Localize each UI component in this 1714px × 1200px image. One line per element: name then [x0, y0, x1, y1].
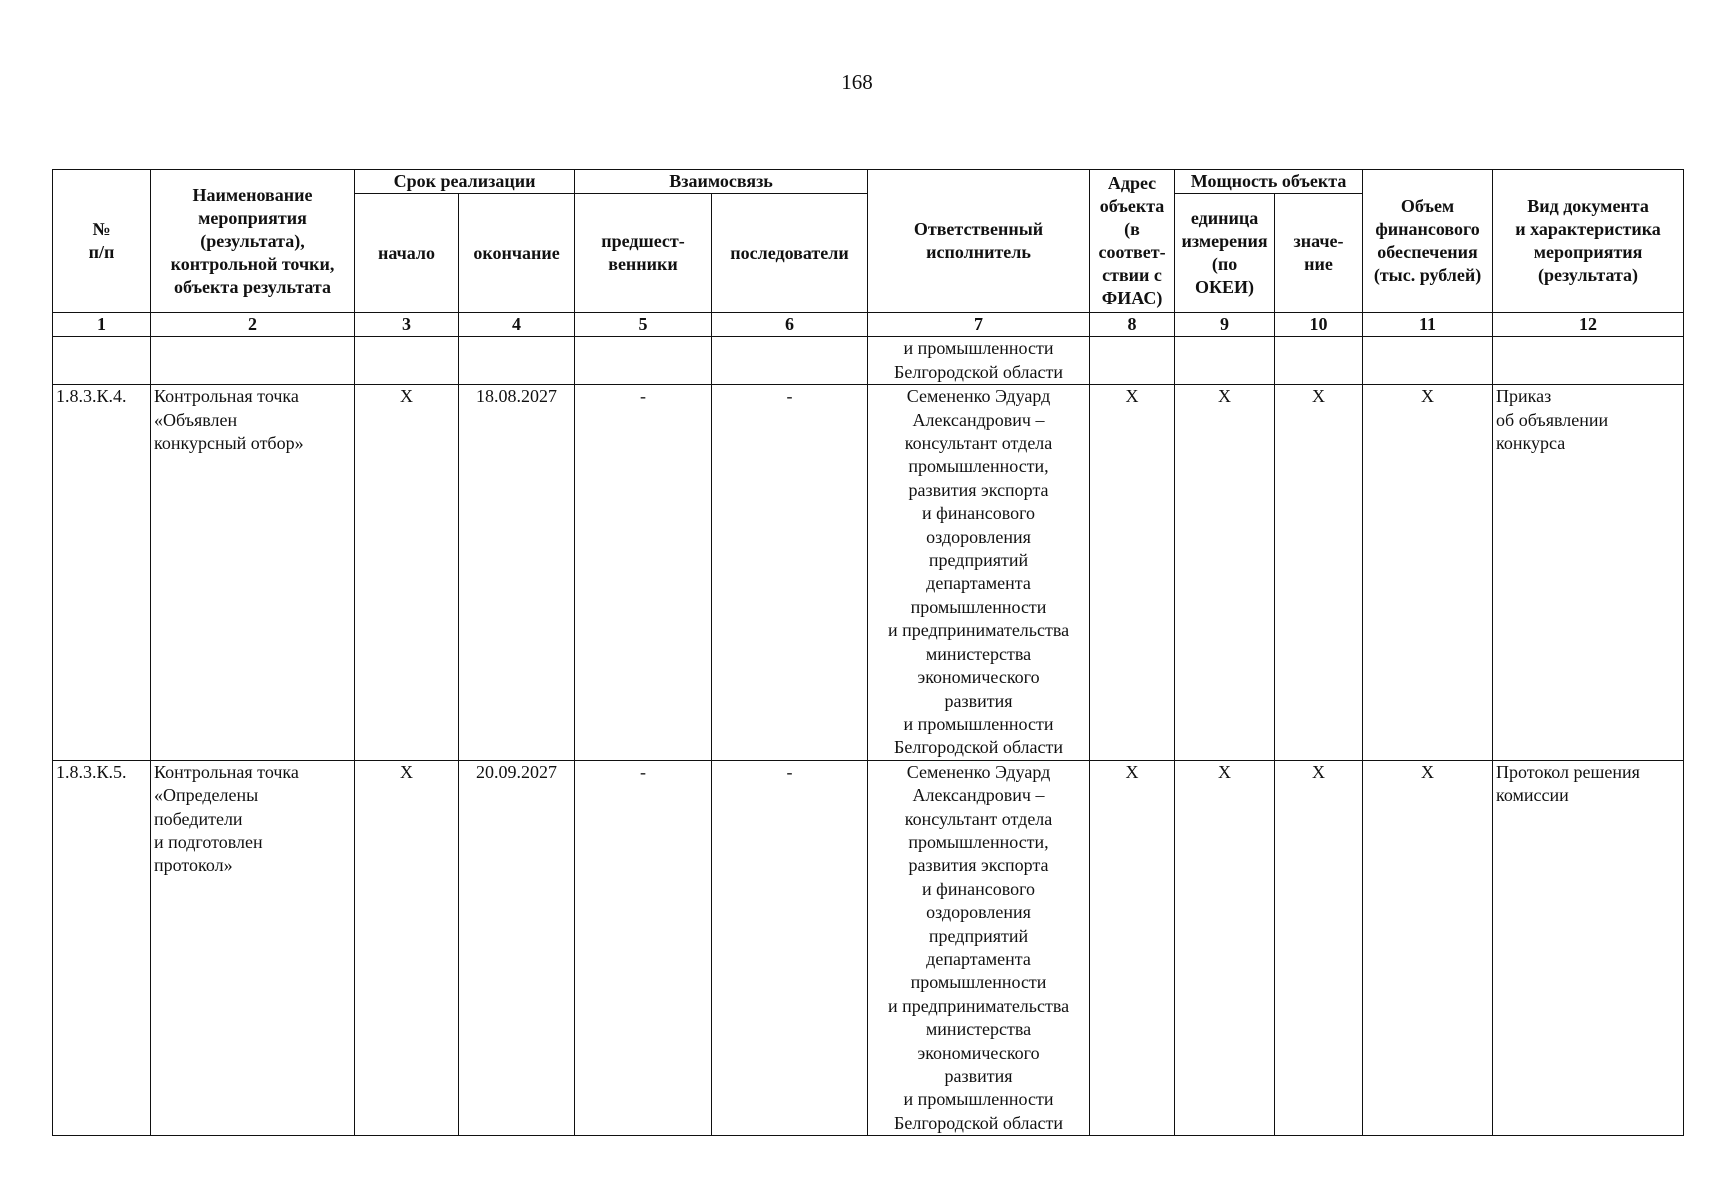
cell-address: X	[1090, 760, 1175, 1136]
table-row	[53, 760, 1684, 1136]
header-value: значе- ние	[1275, 194, 1363, 313]
header-unit: единица измерения (по ОКЕИ)	[1175, 194, 1275, 313]
cell-document: Приказ об объявлении конкурса	[1493, 385, 1684, 761]
column-number: 9	[1175, 313, 1275, 337]
cell-predecessors: -	[575, 385, 712, 761]
page-number: 168	[841, 70, 873, 94]
column-numbers-row	[53, 313, 1684, 337]
cell-empty	[1275, 337, 1363, 385]
header-address: Адрес объекта (в соответ- ствии с ФИАС)	[1090, 170, 1175, 313]
cell-responsible: Семененко Эдуард Александрович – консультант отдела промышленности, развития экспорта и финансового оздоровления предприятий департамента промышленности и предпринимательства министерства экономического развития и промышленности Белгородской области	[868, 760, 1090, 1136]
cell-unit: X	[1175, 385, 1275, 761]
cell-num: 1.8.3.К.5.	[53, 760, 151, 1136]
header-end: окончание	[459, 194, 575, 313]
cell-responsible: и промышленности Белгородской области	[868, 337, 1090, 385]
column-number: 7	[868, 313, 1090, 337]
cell-unit: X	[1175, 760, 1275, 1136]
header-start: начало	[355, 194, 459, 313]
column-number: 12	[1493, 313, 1684, 337]
table-row	[53, 385, 1684, 761]
column-number: 1	[53, 313, 151, 337]
cell-empty	[1493, 337, 1684, 385]
cell-address: X	[1090, 385, 1175, 761]
header-responsible: Ответственный исполнитель	[868, 170, 1090, 313]
cell-start: X	[355, 760, 459, 1136]
implementation-plan-table	[52, 169, 1684, 1136]
cell-finance: X	[1363, 385, 1493, 761]
column-number: 8	[1090, 313, 1175, 337]
column-number: 6	[712, 313, 868, 337]
column-number: 10	[1275, 313, 1363, 337]
continuation-row	[53, 337, 1684, 385]
header-num: № п/п	[53, 170, 151, 313]
cell-value: X	[1275, 385, 1363, 761]
cell-end: 20.09.2027	[459, 760, 575, 1136]
cell-value: X	[1275, 760, 1363, 1136]
column-number: 4	[459, 313, 575, 337]
header-group-link: Взаимосвязь	[575, 170, 868, 194]
cell-empty	[459, 337, 575, 385]
cell-empty	[151, 337, 355, 385]
cell-empty	[1363, 337, 1493, 385]
cell-name: Контрольная точка «Объявлен конкурсный отбор»	[151, 385, 355, 761]
cell-num: 1.8.3.К.4.	[53, 385, 151, 761]
header-successors: последователи	[712, 194, 868, 313]
cell-end: 18.08.2027	[459, 385, 575, 761]
cell-empty	[1175, 337, 1275, 385]
cell-predecessors: -	[575, 760, 712, 1136]
column-number: 3	[355, 313, 459, 337]
cell-finance: X	[1363, 760, 1493, 1136]
cell-start: X	[355, 385, 459, 761]
header-finance: Объем финансового обеспечения (тыс. рублей)	[1363, 170, 1493, 313]
header-document: Вид документа и характеристика мероприятия (результата)	[1493, 170, 1684, 313]
cell-successors: -	[712, 385, 868, 761]
header-group-power: Мощность объекта	[1175, 170, 1363, 194]
header-predecessors: предшест- венники	[575, 194, 712, 313]
cell-empty	[1090, 337, 1175, 385]
column-number: 11	[1363, 313, 1493, 337]
table-header	[53, 170, 1684, 313]
cell-empty	[575, 337, 712, 385]
header-name: Наименование мероприятия (результата), контрольной точки, объекта результата	[151, 170, 355, 313]
column-number: 2	[151, 313, 355, 337]
header-group-term: Срок реализации	[355, 170, 575, 194]
cell-empty	[712, 337, 868, 385]
cell-successors: -	[712, 760, 868, 1136]
cell-empty	[53, 337, 151, 385]
table-body	[53, 313, 1684, 1136]
cell-document: Протокол решения комиссии	[1493, 760, 1684, 1136]
column-number: 5	[575, 313, 712, 337]
cell-name: Контрольная точка «Определены победители и подготовлен протокол»	[151, 760, 355, 1136]
cell-responsible: Семененко Эдуард Александрович – консультант отдела промышленности, развития экспорта и финансового оздоровления предприятий департамента промышленности и предпринимательства министерства экономического развития и промышленности Белгородской области	[868, 385, 1090, 761]
cell-empty	[355, 337, 459, 385]
